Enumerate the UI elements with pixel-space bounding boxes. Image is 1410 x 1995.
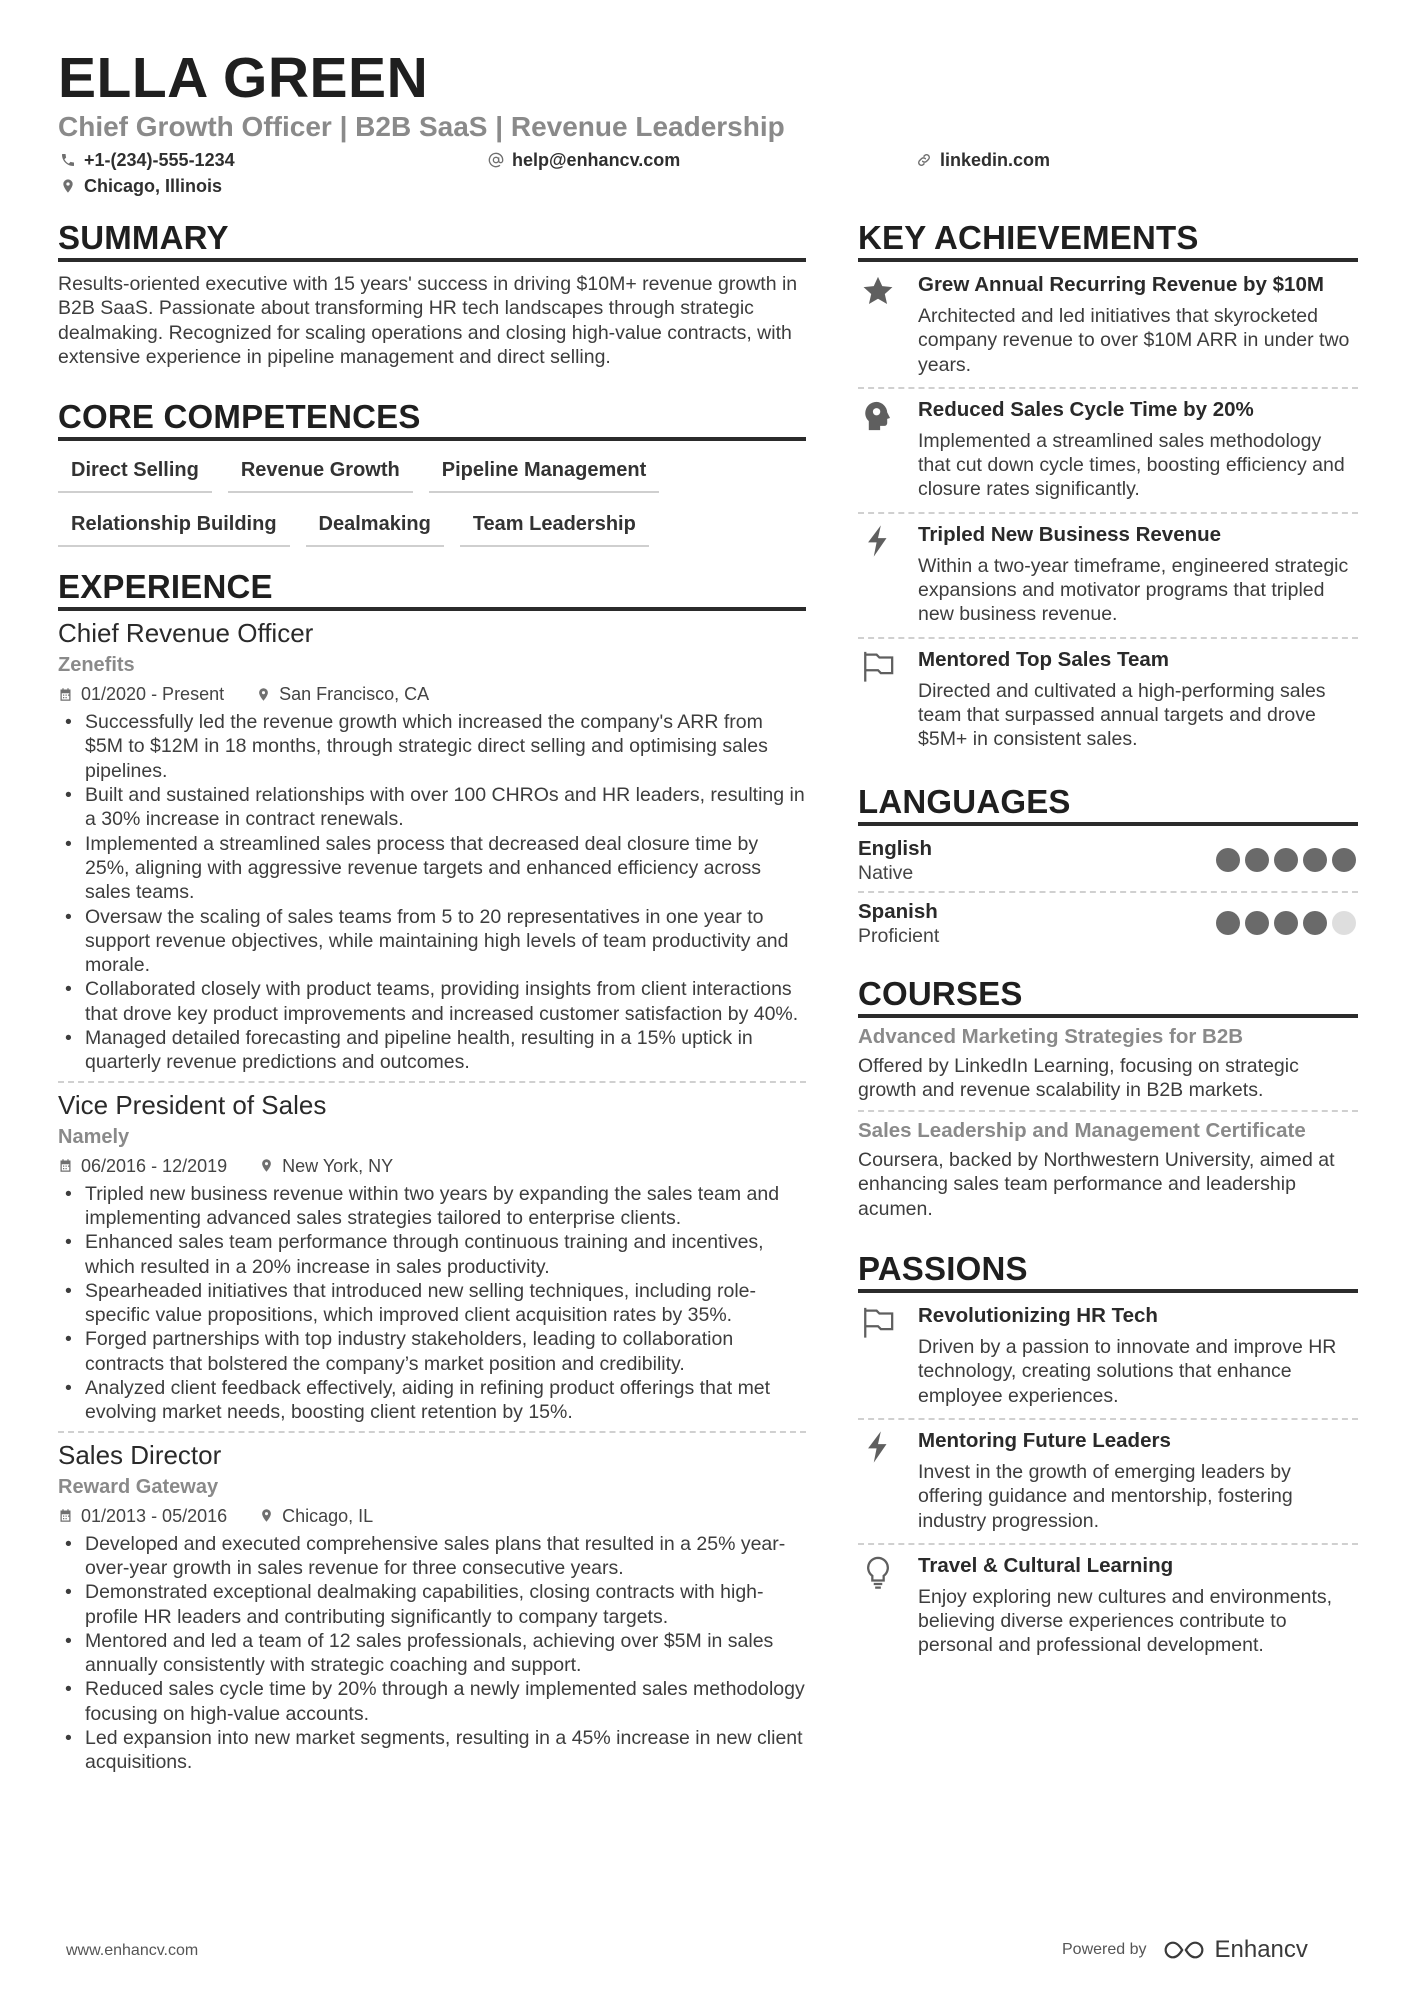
location-pin-icon	[259, 1508, 274, 1523]
job-meta	[58, 1504, 806, 1528]
bullet-item: • Reduced sales cycle time by 20% through a newly implemented sales methodology focusing on high-value accounts.	[85, 1677, 806, 1726]
company-name: Reward Gateway	[58, 1475, 219, 1498]
divider	[58, 1431, 806, 1433]
competence-chip: Revenue Growth	[228, 453, 413, 493]
job-meta	[58, 1154, 806, 1178]
passion-item	[858, 1420, 1358, 1543]
rating-dot-filled	[1216, 911, 1240, 935]
language-level: Proficient	[858, 924, 940, 947]
job-location: New York, NY	[282, 1155, 394, 1176]
summary-text: Results-oriented executive with 15 years' success in driving $10M+ revenue growth in B2B SaaS. Passionate about transforming HR tech landscapes through strategic dealmaking. Recognized for scaling operations and closing high-value contracts, with extensive experience in pipeline management and direct selling.	[58, 273, 798, 368]
head-icon	[861, 399, 895, 433]
rating-dot-filled	[1303, 911, 1327, 935]
achievement-text: Within a two-year timeframe, engineered strategic expansions and motivator programs that tripled new business revenue.	[918, 554, 1349, 626]
job-dates: 01/2020 - Present	[81, 684, 225, 705]
star-icon	[861, 274, 895, 308]
phone-icon	[60, 152, 76, 168]
summary-heading: SUMMARY	[58, 218, 806, 262]
location-text: Chicago, Illinois	[84, 176, 223, 196]
bullet-item: • Managed detailed forecasting and pipeline health, resulting in a 15% uptick in quarterly revenue predictions and outcomes.	[85, 1026, 806, 1075]
bullet-item: • Demonstrated exceptional dealmaking capabilities, closing contracts with high-profile HR leaders and contributing significantly to company targets.	[85, 1580, 806, 1629]
divider	[858, 1110, 1358, 1112]
flag-icon	[861, 1305, 895, 1339]
courses-heading: COURSES	[858, 974, 1358, 1018]
right-column	[858, 218, 1358, 1668]
bullet-item: • Built and sustained relationships with over 100 CHROs and HR leaders, resulting in a 30% increase in contract renewals.	[85, 783, 806, 832]
job-meta	[58, 682, 806, 706]
passion-title: Revolutionizing HR Tech	[918, 1304, 1158, 1328]
enhancv-logo-icon	[1161, 1939, 1207, 1961]
rating-dot-filled	[1274, 911, 1298, 935]
contact-email[interactable]	[488, 149, 680, 171]
passion-text: Driven by a passion to innovate and improve HR technology, creating solutions that enhance employee experiences.	[918, 1336, 1337, 1407]
location-pin-icon	[60, 178, 76, 194]
achievement-text: Implemented a streamlined sales methodology that cut down cycle times, boosting efficiency and closure rates significantly.	[918, 429, 1345, 501]
rating-dot-filled	[1216, 848, 1240, 872]
left-column	[58, 218, 806, 1775]
course-text: Offered by LinkedIn Learning, focusing on strategic growth and revenue scalability in B2B markets.	[858, 1054, 1299, 1101]
language-item	[858, 893, 1358, 954]
at-icon	[488, 152, 504, 168]
course-title: Sales Leadership and Management Certificate	[858, 1119, 1306, 1143]
course-title: Advanced Marketing Strategies for B2B	[858, 1024, 1244, 1048]
competence-chip: Dealmaking	[306, 507, 444, 547]
enhancv-logo[interactable]	[1161, 1936, 1308, 1964]
bolt-icon	[861, 1430, 895, 1464]
language-rating	[1216, 911, 1356, 935]
rating-dot-filled	[1332, 848, 1356, 872]
email-text: help@enhancv.com	[512, 150, 681, 170]
bolt-icon	[861, 524, 895, 558]
bullet-item: • Analyzed client feedback effectively, aiding in refining product offerings that met evolving market needs, boosting client retention by 15%.	[85, 1376, 806, 1425]
passion-item	[858, 1545, 1358, 1668]
passion-text: Invest in the growth of emerging leaders by offering guidance and mentorship, fostering industry progression.	[918, 1460, 1293, 1532]
job-title: Vice President of Sales	[58, 1089, 327, 1120]
company-name: Namely	[58, 1125, 130, 1148]
competence-list	[58, 453, 806, 547]
bullet-item: • Forged partnerships with top industry stakeholders, leading to collaboration contracts that bolstered the company’s market position and credibility.	[85, 1327, 806, 1376]
rating-dot-filled	[1245, 848, 1269, 872]
brand-name: Enhancv	[1214, 1936, 1308, 1963]
location-pin-icon	[256, 687, 271, 702]
rating-dot-filled	[1245, 911, 1269, 935]
rating-dot-empty	[1332, 911, 1356, 935]
calendar-icon	[58, 1508, 73, 1523]
candidate-name: ELLA GREEN	[58, 46, 429, 110]
experience-heading: EXPERIENCE	[58, 567, 806, 611]
competence-chip: Direct Selling	[58, 453, 212, 493]
competence-chip: Relationship Building	[58, 507, 290, 547]
job-bullets	[58, 710, 806, 1074]
link-icon	[916, 152, 932, 168]
course-text: Coursera, backed by Northwestern University, aimed at enhancing sales team performance and leadership acumen.	[858, 1149, 1335, 1220]
lightbulb-icon	[861, 1555, 895, 1589]
job-location: Chicago, IL	[282, 1505, 374, 1526]
bullet-item: • Implemented a streamlined sales process that decreased deal closure time by 25%, aligning with aggressive revenue targets and enhanced efficiency across sales teams.	[85, 832, 806, 905]
achievement-text: Directed and cultivated a high-performing sales team that surpassed annual targets and drove $5M+ in consistent sales.	[918, 679, 1326, 751]
language-rating	[1216, 848, 1356, 872]
experience-entry	[58, 1089, 806, 1425]
calendar-icon	[58, 687, 73, 702]
phone-text: +1-(234)-555-1234	[84, 150, 235, 170]
footer-branding	[1062, 1936, 1308, 1964]
achievement-title: Grew Annual Recurring Revenue by $10M	[918, 273, 1324, 296]
calendar-icon	[58, 1158, 73, 1173]
achievement-text: Architected and led initiatives that skyrocketed company revenue to over $10M ARR in under two years.	[918, 305, 1350, 376]
company-name: Zenefits	[58, 654, 135, 677]
language-name: English	[858, 836, 933, 860]
course-item	[858, 1118, 1358, 1221]
flag-icon	[861, 649, 895, 683]
location-pin-icon	[259, 1158, 274, 1173]
job-bullets	[58, 1532, 806, 1775]
passions-heading: PASSIONS	[858, 1249, 1358, 1293]
rating-dot-filled	[1303, 848, 1327, 872]
language-level: Native	[858, 861, 914, 884]
achievement-title: Reduced Sales Cycle Time by 20%	[918, 397, 1254, 421]
rating-dot-filled	[1274, 848, 1298, 872]
job-title: Chief Revenue Officer	[58, 618, 314, 649]
bullet-item: • Enhanced sales team performance through continuous training and incentives, which resulted in a 20% increase in sales productivity.	[85, 1230, 806, 1279]
bullet-item: • Collaborated closely with product teams, providing insights from client interactions that drove key product improvements and increased customer satisfaction by 40%.	[85, 977, 806, 1026]
language-item	[858, 830, 1358, 891]
achievement-item	[858, 389, 1358, 512]
course-item	[858, 1024, 1358, 1103]
job-bullets	[58, 1182, 806, 1425]
contact-phone[interactable]	[60, 149, 235, 171]
passion-text: Enjoy exploring new cultures and environments, believing diverse experiences contribute to personal and professional development.	[918, 1585, 1333, 1657]
candidate-title: Chief Growth Officer | B2B SaaS | Revenue Leadership	[58, 111, 785, 142]
footer-website[interactable]: www.enhancv.com	[66, 1942, 199, 1959]
bullet-item: • Spearheaded initiatives that introduced new selling techniques, including role-specific value propositions, which improved client acquisition rates by 35%.	[85, 1279, 806, 1328]
achievement-title: Mentored Top Sales Team	[918, 647, 1169, 671]
achievement-title: Tripled New Business Revenue	[918, 522, 1222, 546]
achievements-heading: KEY ACHIEVEMENTS	[858, 218, 1358, 262]
competence-chip: Pipeline Management	[429, 453, 660, 493]
passion-item	[858, 1295, 1358, 1418]
competences-heading: CORE COMPETENCES	[58, 397, 806, 441]
job-dates: 01/2013 - 05/2016	[81, 1505, 228, 1526]
bullet-item: • Tripled new business revenue within two years by expanding the sales team and implementing advanced sales strategies tailored to enterprise clients.	[85, 1182, 806, 1231]
bullet-item: • Successfully led the revenue growth which increased the company's ARR from $5M to $12M in 18 months, through strategic direct selling and optimising sales pipelines.	[85, 710, 806, 783]
job-dates: 06/2016 - 12/2019	[81, 1155, 228, 1176]
contact-website[interactable]	[916, 149, 1050, 171]
website-text: linkedin.com	[940, 150, 1051, 170]
job-location: San Francisco, CA	[279, 684, 430, 705]
passion-title: Mentoring Future Leaders	[918, 1428, 1171, 1452]
bullet-item: • Developed and executed comprehensive sales plans that resulted in a 25% year-over-year growth in sales revenue for three consecutive years.	[85, 1532, 806, 1581]
bullet-item: • Mentored and led a team of 12 sales professionals, achieving over $5M in sales annually consistently with strategic coaching and support.	[85, 1629, 806, 1678]
divider	[58, 1081, 806, 1083]
achievement-item	[858, 264, 1358, 387]
competence-chip: Team Leadership	[460, 507, 649, 547]
job-title: Sales Director	[58, 1439, 222, 1470]
bullet-item: • Oversaw the scaling of sales teams from 5 to 20 representatives in one year to support revenue objectives, while maintaining high levels of team productivity and morale.	[85, 905, 806, 978]
contact-location	[60, 175, 222, 197]
experience-entry	[58, 617, 806, 1074]
experience-entry	[58, 1439, 806, 1775]
bullet-item: • Led expansion into new market segments, resulting in a 45% increase in new client acquisitions.	[85, 1726, 806, 1775]
achievement-item	[858, 639, 1358, 762]
achievement-item	[858, 514, 1358, 637]
language-name: Spanish	[858, 899, 938, 923]
languages-heading: LANGUAGES	[858, 782, 1358, 826]
powered-by-text: Powered by	[1062, 1941, 1147, 1958]
passion-title: Travel & Cultural Learning	[918, 1553, 1174, 1577]
